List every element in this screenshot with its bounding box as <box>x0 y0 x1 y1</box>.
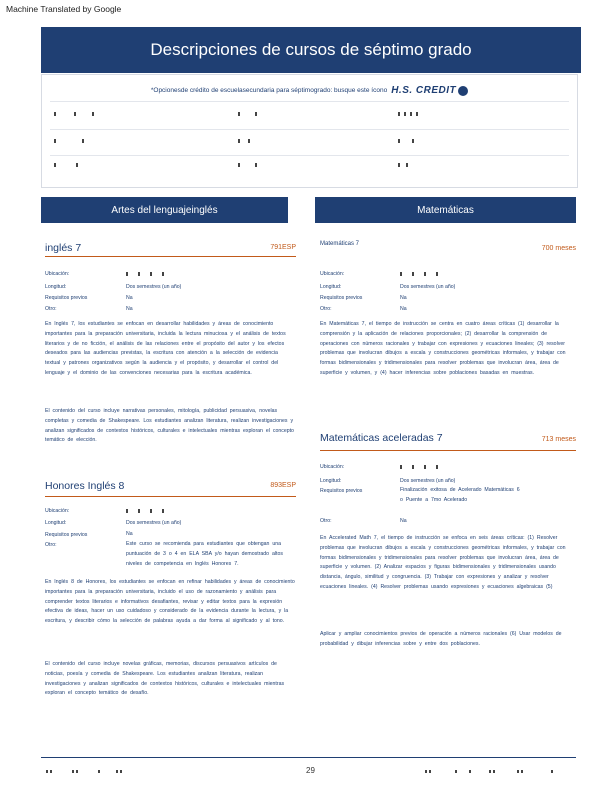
footer-scan-artifact-left <box>46 770 136 773</box>
page-number: 29 <box>306 766 315 775</box>
value-requisitos: Na <box>400 295 407 301</box>
value-otro: Este curso se recomienda para estudiantes que obtengan una puntuación de 3 o 4 en ELA SBA y/o hayan demostrado altos niveles de competencia en Inglés Honores 7. <box>126 541 283 567</box>
value-otro: Na <box>400 306 407 312</box>
course-code: 700 meses <box>541 245 576 252</box>
value-longitud: Dos semestres (un año) <box>126 520 182 526</box>
label-ubicacion: Ubicación: <box>320 271 345 277</box>
label-longitud: Longitud: <box>320 284 342 290</box>
hs-credit-box <box>41 74 578 188</box>
hs-credit-text: *Opcionesde crédito de escuelasecundaria para séptimogrado: busque este ícono <box>150 87 388 94</box>
label-otro: Otro: <box>45 542 57 548</box>
label-requisitos: Requisitos previos <box>45 295 88 301</box>
hs-credit-logo: H.S. CREDIT <box>391 85 468 96</box>
label-ubicacion: Ubicación: <box>45 271 70 277</box>
section-header-ela: Artes del lenguajeinglés <box>41 197 288 223</box>
scan-artifact <box>126 509 166 513</box>
scan-artifact <box>126 272 166 276</box>
value-longitud: Dos semestres (un año) <box>400 284 456 290</box>
divider <box>45 256 296 257</box>
course-code: 791ESP <box>270 244 296 251</box>
course-description: El contenido del curso incluye narrativas personales, mitología, publicidad persuasiva, novelas completas y comedia de Shakespeare. Los estudiantes analizan literatura, realizan investigaciones y analizan significados de contextos históricos, culturales e intelectuales mientras exploran el concepto temático de elección. <box>45 408 294 444</box>
label-otro: Otro: <box>45 306 57 312</box>
label-longitud: Longitud: <box>320 478 342 484</box>
label-ubicacion: Ubicación: <box>320 464 345 470</box>
label-requisitos: Requisitos previos <box>45 532 88 538</box>
divider <box>50 129 569 130</box>
value-requisitos: Na <box>126 295 133 301</box>
divider <box>50 101 569 102</box>
course-description: En Inglés 7, los estudiantes se enfocan en desarrollar habilidades y áreas de conocimiento importantes para la preparación universitaria, incluida la lectura minuciosa y el análisis de textos literarios y de no ficción, el análisis de las relaciones entre el propósito del autor y los efectos deseados para las audiencias previstas, la escritura con atención a la selección de evidencia textual y patrones organizativos según la audiencia y el propósito, y desarrollar el control del lenguaje y el dominio de las convenciones necesarias para la escritura académica. <box>45 321 286 376</box>
circle-arrow-icon <box>458 86 468 96</box>
course-description: El contenido del curso incluye novelas gráficas, memorias, discursos persuasivos artículos de noticias, poesía y comedia de Shakespeare. Los estudiantes analizan literatura, realizan investigaciones y analizan significados de contextos históricos, culturales e intelectuales mientras exploran el concepto temático de desafío. <box>45 661 285 697</box>
divider <box>320 450 576 451</box>
label-otro: Otro: <box>320 306 332 312</box>
course-title: Matemáticas 7 <box>320 241 360 247</box>
label-requisitos: Requisitos previos <box>320 295 363 301</box>
section-header-math: Matemáticas <box>315 197 576 223</box>
scan-artifact-row <box>52 112 567 118</box>
course-description: En Inglés 8 de Honores, los estudiantes se enfocan en refinar habilidades y áreas de conocimiento importantes para la preparación universitaria, incluido el uso de razonamiento y análisis para comprender textos literarios e informativos desafiantes, revisar y editar textos para la expresión efectiva de ideas, hacer un uso cuidadoso y considerado de la evidencia durante la lectura, y la escritura, y describir cómo la selección de palabras ayuda a dar forma al significado y al tono. <box>45 579 295 625</box>
divider <box>50 155 569 156</box>
label-ubicacion: Ubicación: <box>45 508 70 514</box>
page-title-banner <box>41 27 581 73</box>
value-longitud: Dos semestres (un año) <box>400 478 456 484</box>
value-requisitos: Na <box>126 531 133 537</box>
label-longitud: Longitud: <box>45 284 67 290</box>
machine-translation-note: Machine Translated by Google <box>6 4 122 14</box>
course-code: 713 meses <box>541 436 576 443</box>
course-title: Matemáticas aceleradas 7 <box>320 432 443 444</box>
divider <box>45 496 296 497</box>
page-title: Descripciones de cursos de séptimo grado <box>150 40 472 59</box>
hs-credit-line <box>42 85 577 96</box>
course-code: 893ESP <box>270 482 296 489</box>
course-description: Aplicar y ampliar conocimientos previos de operación a números racionales (6) Usar modelos de probabilidad y dibujar inferencias sobre y entre dos poblaciones. <box>320 631 562 647</box>
label-otro: Otro: <box>320 518 332 524</box>
value-otro: Na <box>400 518 407 524</box>
course-title: inglés 7 <box>45 242 82 254</box>
label-longitud: Longitud: <box>45 520 67 526</box>
footer-scan-artifact-right <box>425 770 565 773</box>
value-otro: Na <box>126 306 133 312</box>
scan-artifact-row <box>52 163 567 169</box>
course-title: Honores Inglés 8 <box>45 480 125 492</box>
value-longitud: Dos semestres (un año) <box>126 284 182 290</box>
value-requisitos: Finalización exitosa de Acelerado Matemáticas 6 o Puente a 7mo Acelerado <box>400 487 520 503</box>
scan-artifact <box>400 465 440 469</box>
course-description: En Matemáticas 7, el tiempo de instrucción se centra en cuatro áreas críticas (1) desarrollar la comprensión y la aplicación de relaciones proporcionales; (2) desarrollar la comprensión de operaciones con números racionales y trabajar con expresiones y ecuaciones lineales; (3) resolver problemas que involucran dibujos a escala y construcciones geométricas informales, y trabajar con formas bidimensionales y tridimensionales para resolver problemas que involucran área, área de superficie y volumen, y (4) hacer inferencias sobre poblaciones basadas en muestras. <box>320 321 566 376</box>
footer-rule <box>41 757 576 758</box>
scan-artifact-row <box>52 139 567 145</box>
label-requisitos: Requisitos previos <box>320 488 363 494</box>
course-description: En Accelerated Math 7, el tiempo de instrucción se enfoca en seis áreas críticas: (1) Resolver problemas que involucran dibujos a escala y construcciones geométricas informales, y trabajar con formas bidimensionales y tridimensionales para resolver problemas que involucran área, área de superficie y volumen. (2) Analizar espacios y figuras bidimensionales y tridimensionales usando distancia, ángulo, similitud y congruencia. (3) Trabajar con expresiones y analizar y resolver ecuaciones lineales. (4) Resolver problemas usando expresiones y ecuaciones algebraicas (5) <box>320 535 566 590</box>
scan-artifact <box>400 272 440 276</box>
